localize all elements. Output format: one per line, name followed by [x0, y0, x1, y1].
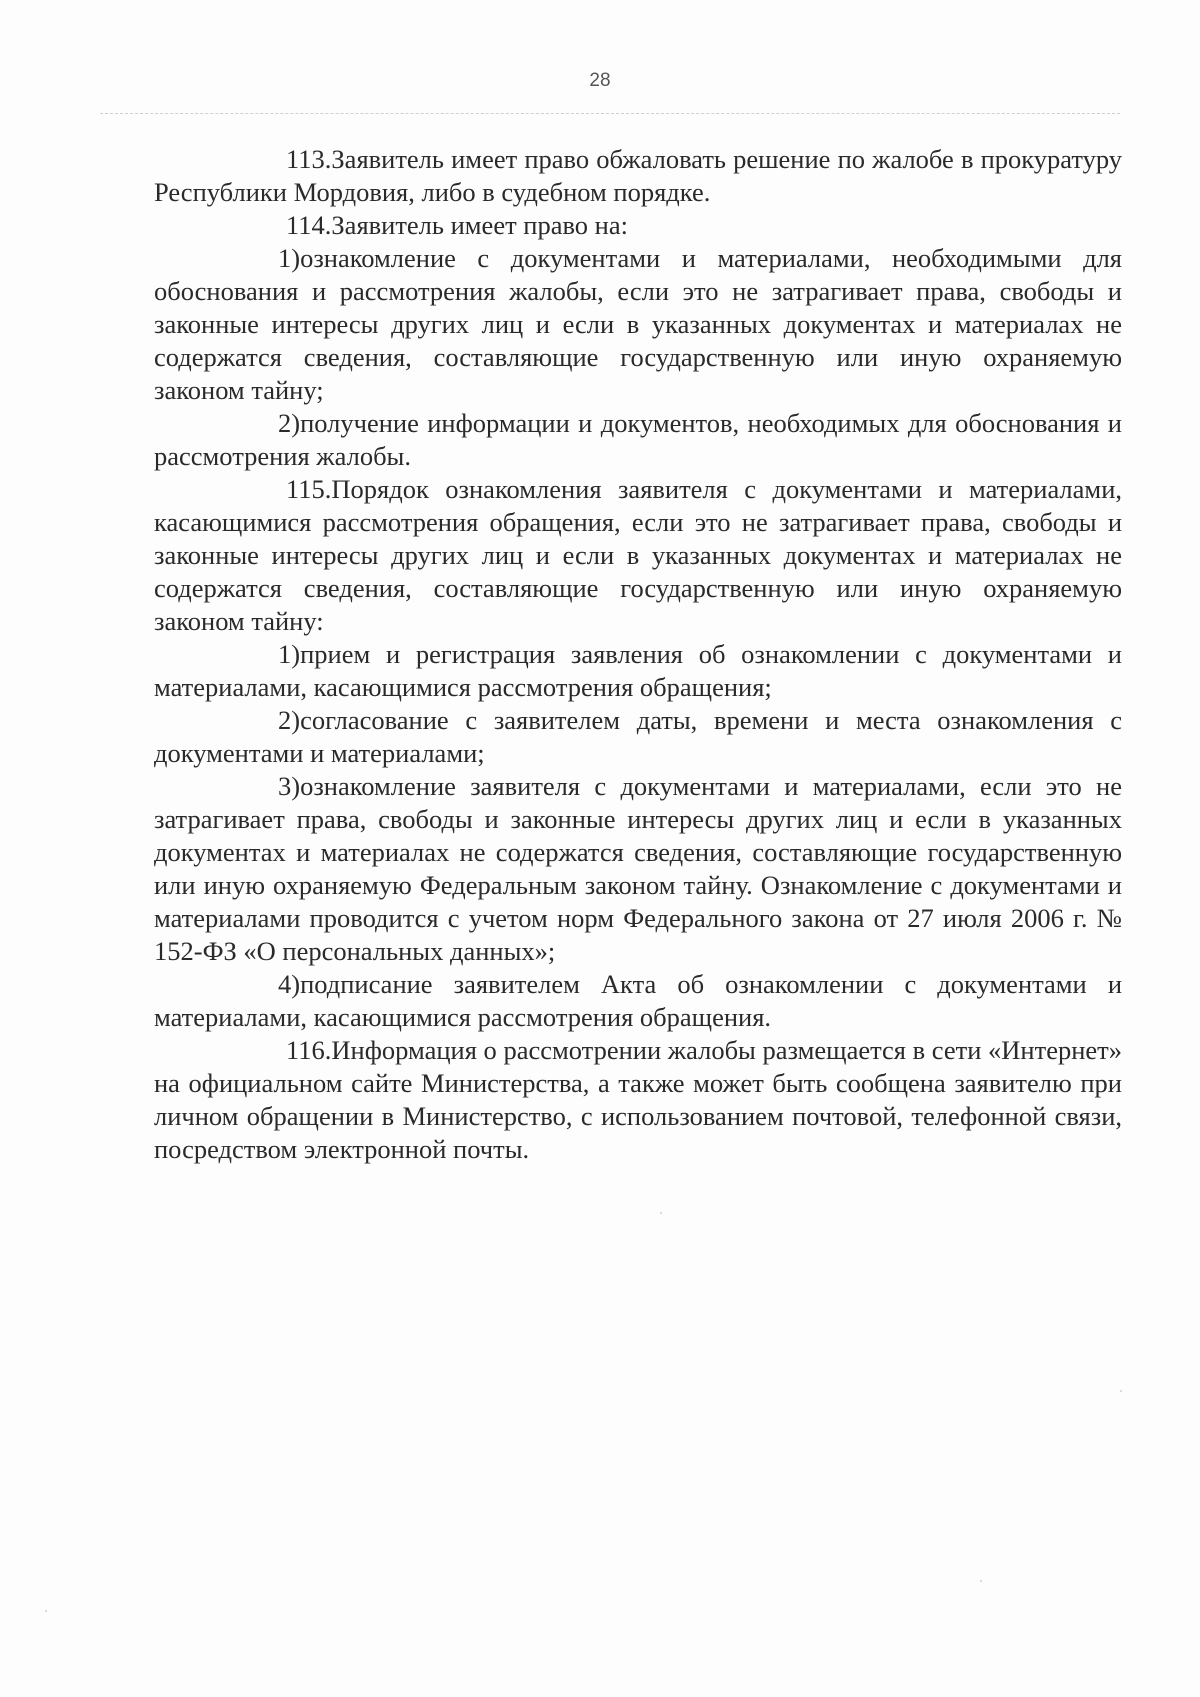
scan-speck [980, 1580, 982, 1582]
paragraph-text: Информация о рассмотрении жалобы размещается в сети «Интернет» на официальном сайте Министерства, а также может быть сообщена заявителю при личном обращении в Министерство, с использованием почтовой, телефонной связи, посредством электронной почты. [154, 1035, 1122, 1164]
item-number: 3) [278, 771, 301, 801]
list-item [154, 968, 1122, 1034]
item-number: 1) [278, 639, 301, 669]
item-number: 2) [278, 705, 301, 735]
page-number: 28 [589, 70, 611, 91]
item-number: 4) [278, 969, 301, 999]
scan-speck [45, 1610, 47, 1612]
paragraph-number: 116. [286, 1035, 332, 1065]
paragraph-114 [154, 209, 1122, 242]
list-item [154, 638, 1122, 704]
list-item [154, 704, 1122, 770]
item-number: 2) [278, 408, 301, 438]
item-text: подписание заявителем Акта об ознакомлении с документами и материалами, касающимися рассмотрения обращения. [154, 969, 1122, 1032]
item-text: ознакомление с документами и материалами, необходимыми для обоснования и рассмотрения жалобы, если это не затрагивает права, свободы и законные интересы других лиц и если в указанных документах и материалах не содержатся сведения, составляющие государственную или иную охраняемую законом тайну; [154, 243, 1122, 405]
paragraph-text: Порядок ознакомления заявителя с документами и материалами, касающимися рассмотрения обращения, если это не затрагивает права, свободы и законные интересы других лиц и если в указанных документах и материалах не содержатся сведения, составляющие государственную или иную охраняемую законом тайну: [154, 474, 1122, 636]
list-item [154, 770, 1122, 968]
item-text: получение информации и документов, необходимых для обоснования и рассмотрения жалобы. [154, 408, 1122, 471]
list-item [154, 242, 1122, 407]
paragraph-number: 115. [286, 474, 332, 504]
scan-artifact-line [100, 113, 1120, 114]
list-item [154, 407, 1122, 473]
paragraph-116 [154, 1034, 1122, 1166]
paragraph-text: Заявитель имеет право обжаловать решение по жалобе в прокуратуру Республики Мордовия, либо в судебном порядке. [154, 144, 1122, 207]
item-number: 1) [278, 243, 301, 273]
paragraph-113 [154, 143, 1122, 209]
paragraph-number: 114. [286, 210, 332, 240]
paragraph-115 [154, 473, 1122, 638]
paragraph-text: Заявитель имеет право на: [331, 210, 628, 240]
scan-speck [1120, 1390, 1122, 1392]
document-body [154, 143, 1122, 1166]
item-text: согласование с заявителем даты, времени и места ознакомления с документами и материалами; [154, 705, 1122, 768]
item-text: ознакомление заявителя с документами и материалами, если это не затрагивает права, свободы и законные интересы других лиц и если в указанных документах и материалах не содержатся сведения, составляющие государственную или иную охраняемую Федеральным законом тайну. Ознакомление с документами и материалами проводится с учетом норм Федерального закона от 27 июля 2006 г. № 152-ФЗ «О персональных данных»; [154, 771, 1122, 966]
item-text: прием и регистрация заявления об ознакомлении с документами и материалами, касающимися рассмотрения обращения; [154, 639, 1122, 702]
scan-speck [660, 1212, 662, 1214]
paragraph-number: 113. [286, 144, 332, 174]
